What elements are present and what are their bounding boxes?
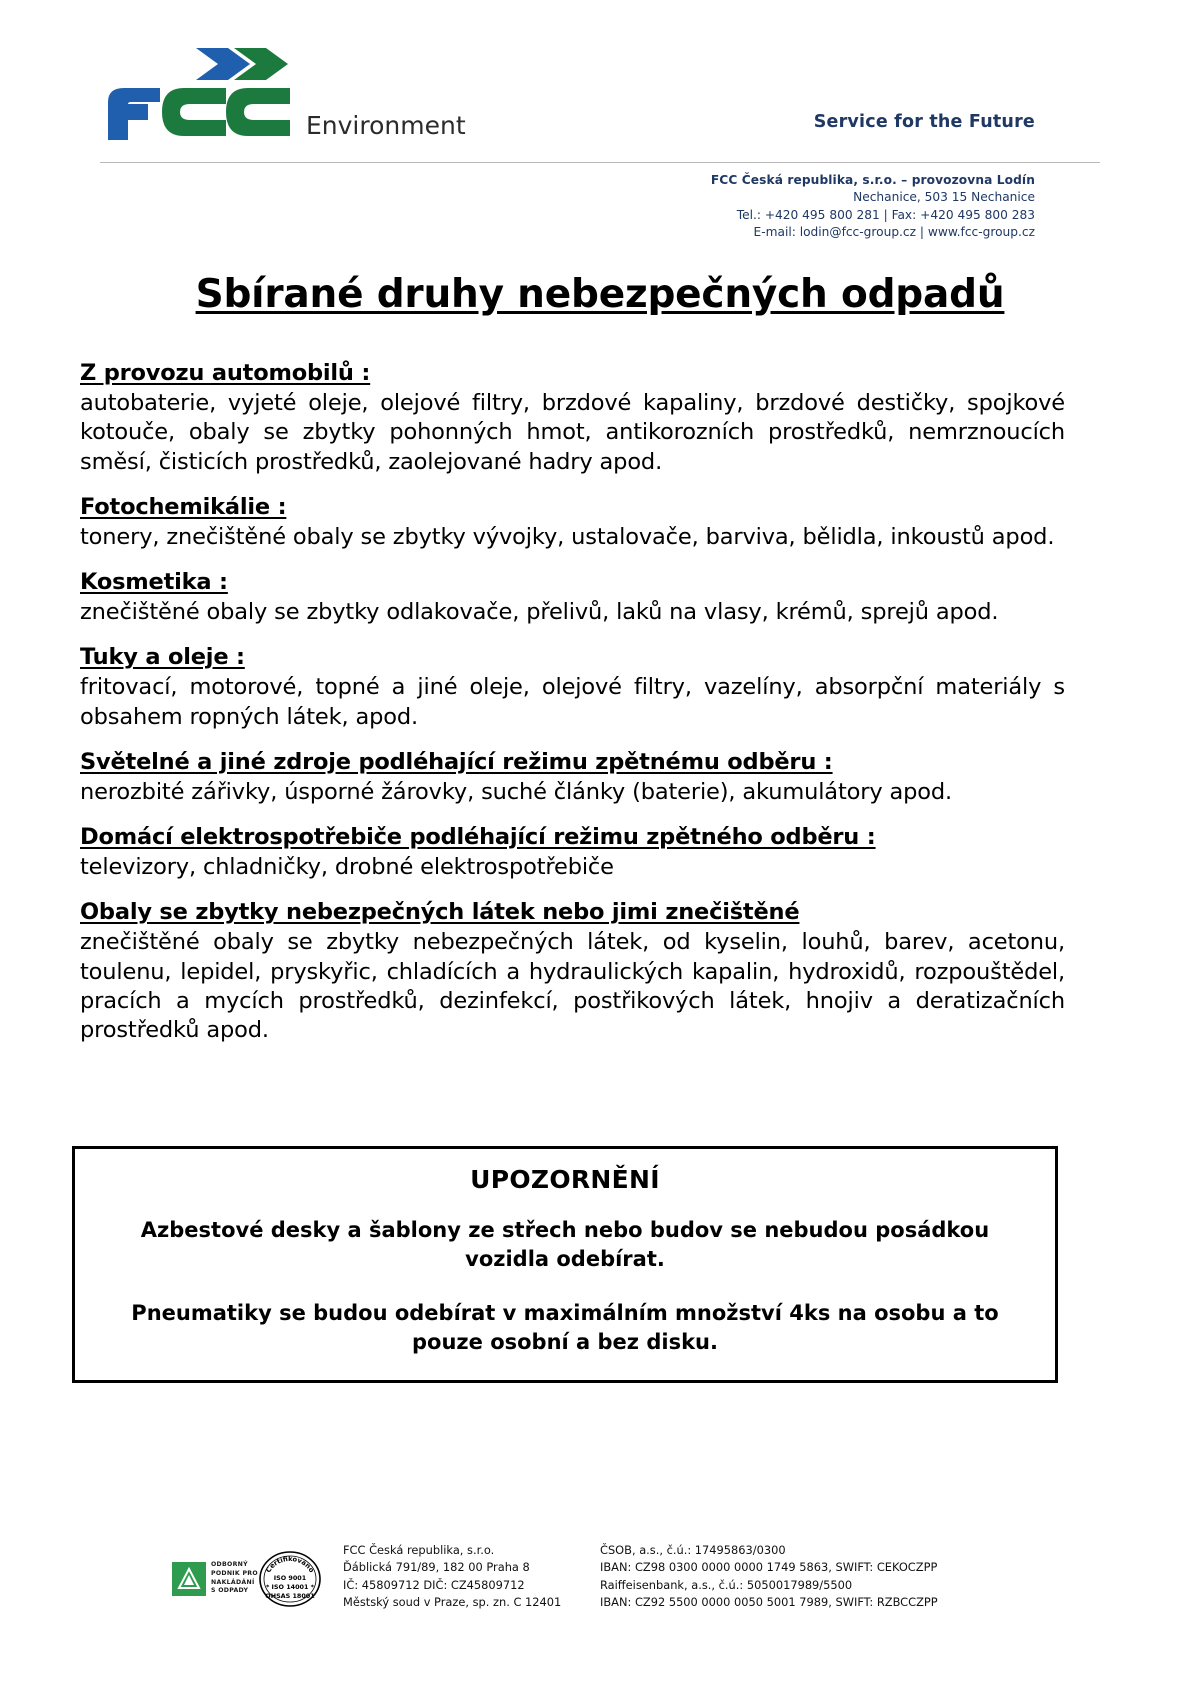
section-automobiles bbox=[80, 360, 1065, 477]
section-photochemicals bbox=[80, 494, 1065, 552]
page-footer bbox=[0, 1535, 1200, 1655]
section-heading: Kosmetika : bbox=[80, 569, 228, 595]
page-header bbox=[0, 0, 1200, 239]
recycle-triangle-icon bbox=[172, 1562, 206, 1596]
section-body: nerozbité zářivky, úsporné žárovky, suché články (baterie), akumulátory apod. bbox=[80, 778, 953, 805]
footer-company-ids: IČ: 45809712 DIČ: CZ45809712 bbox=[343, 1577, 525, 1592]
footer-bank-raiffeisen-iban: IBAN: CZ92 5500 0000 0050 5001 7989, SWIFT: RZBCCZPP bbox=[600, 1594, 938, 1609]
fcc-environment-logo bbox=[100, 44, 520, 144]
section-contaminated-packaging bbox=[80, 899, 1065, 1045]
certification-seal bbox=[258, 1547, 322, 1611]
section-heading: Domácí elektrospotřebiče podléhající režimu zpětného odběru : bbox=[80, 824, 876, 850]
contact-company: FCC Česká republika, s.r.o. – provozovna Lodín bbox=[710, 173, 1035, 187]
svg-text:ISO 9001: ISO 9001 bbox=[273, 1574, 307, 1582]
svg-text:Certifikováno: Certifikováno bbox=[264, 1554, 316, 1575]
section-household-appliances bbox=[80, 824, 1065, 882]
contact-address: Nechanice, 503 15 Nechanice bbox=[853, 190, 1035, 205]
header-tagline: Service for the Future bbox=[813, 112, 1035, 132]
section-fats-and-oils bbox=[80, 644, 1065, 732]
svg-text:* ISO 14001 *: * ISO 14001 * bbox=[265, 1583, 315, 1591]
page-title: Sbírané druhy nebezpečných odpadů bbox=[195, 272, 1005, 317]
section-body: fritovací, motorové, topné a jiné oleje, olejové filtry, vazelíny, absorpční materiály s obsahem ropných látek, apod. bbox=[80, 674, 1065, 730]
footer-bank-csob-iban: IBAN: CZ98 0300 0000 0000 1749 5863, SWIFT: CEKOCZPP bbox=[600, 1560, 938, 1575]
warning-paragraph-asbestos: Azbestové desky a šablony ze střech nebo budov se nebudou posádkou vozidla odebírat. bbox=[140, 1218, 990, 1272]
section-heading: Fotochemikálie : bbox=[80, 493, 287, 520]
section-light-sources bbox=[80, 749, 1065, 807]
badge-line-1: ODBORNÝ bbox=[211, 1561, 248, 1568]
warning-box bbox=[72, 1146, 1058, 1383]
waste-categories-list bbox=[80, 360, 1065, 1062]
footer-company-address: Ďáblická 791/89, 182 00 Praha 8 bbox=[343, 1560, 530, 1575]
section-cosmetics bbox=[80, 569, 1065, 627]
footer-company-details bbox=[343, 1542, 561, 1611]
section-heading: Obaly se zbytky nebezpečných látek nebo jimi znečištěné bbox=[80, 899, 800, 926]
fcc-logo-icon bbox=[100, 44, 520, 144]
footer-company-name: FCC Česká republika, s.r.o. bbox=[343, 1543, 495, 1557]
section-body: znečištěné obaly se zbytky odlakovače, přelivů, laků na vlasy, krémů, sprejů apod. bbox=[80, 599, 999, 625]
badge-line-4: S ODPADY bbox=[211, 1587, 249, 1595]
footer-bank-details bbox=[600, 1542, 938, 1611]
svg-text:OHSAS 18001: OHSAS 18001 bbox=[265, 1592, 315, 1600]
section-heading: Z provozu automobilů : bbox=[80, 360, 371, 386]
logo-wordmark-environment: Environment bbox=[306, 111, 466, 140]
badge-line-2: PODNIK PRO bbox=[211, 1569, 258, 1577]
certified-waste-handler-badge bbox=[172, 1561, 258, 1596]
contact-email-web: E-mail: lodin@fcc-group.cz | www.fcc-group.cz bbox=[753, 224, 1035, 239]
section-body: autobaterie, vyjeté oleje, olejové filtry, brzdové kapaliny, brzdové destičky, spojkové kotouče, obaly se zbytky pohonných hmot, antikorozních prostředků, nemrznoucích směsí, čisticích prostředků, zaolejované hadry apod. bbox=[80, 390, 1065, 475]
section-heading: Tuky a oleje : bbox=[80, 644, 245, 671]
section-body: znečištěné obaly se zbytky nebezpečných látek, od kyselin, louhů, barev, acetonu, toulenu, lepidel, pryskyřic, chladících a hydraulických kapalin, hydroxidů, rozpouštědel, pracích a mycích prostředků, dezinfekcí, postřikových látek, hnojiv a deratizačních prostředků apod. bbox=[80, 929, 1065, 1043]
header-divider bbox=[100, 162, 1100, 163]
badge-line-3: NAKLÁDÁNÍ bbox=[211, 1578, 255, 1586]
badge-text-block bbox=[211, 1561, 258, 1596]
section-body: televizory, chladničky, drobné elektrospotřebiče bbox=[80, 854, 614, 880]
footer-bank-raiffeisen-account: Raiffeisenbank, a.s., č.ú.: 5050017989/5500 bbox=[600, 1577, 853, 1592]
header-contact-block bbox=[711, 172, 1035, 241]
certification-seal-icon bbox=[258, 1547, 322, 1611]
section-heading: Světelné a jiné zdroje podléhající režimu zpětnému odběru : bbox=[80, 748, 833, 775]
footer-company-registration: Městský soud v Praze, sp. zn. C 12401 bbox=[343, 1594, 562, 1609]
section-body: tonery, znečištěné obaly se zbytky vývojky, ustalovače, barviva, bělidla, inkoustů apod. bbox=[80, 523, 1055, 550]
warning-paragraph-tyres: Pneumatiky se budou odebírat v maximálním množství 4ks na osobu a to pouze osobní a bez disku. bbox=[131, 1300, 999, 1355]
warning-title: UPOZORNĚNÍ bbox=[470, 1165, 660, 1194]
contact-phone-fax: Tel.: +420 495 800 281 | Fax: +420 495 800 283 bbox=[736, 207, 1035, 222]
footer-bank-csob-account: ČSOB, a.s., č.ú.: 17495863/0300 bbox=[600, 1543, 786, 1557]
